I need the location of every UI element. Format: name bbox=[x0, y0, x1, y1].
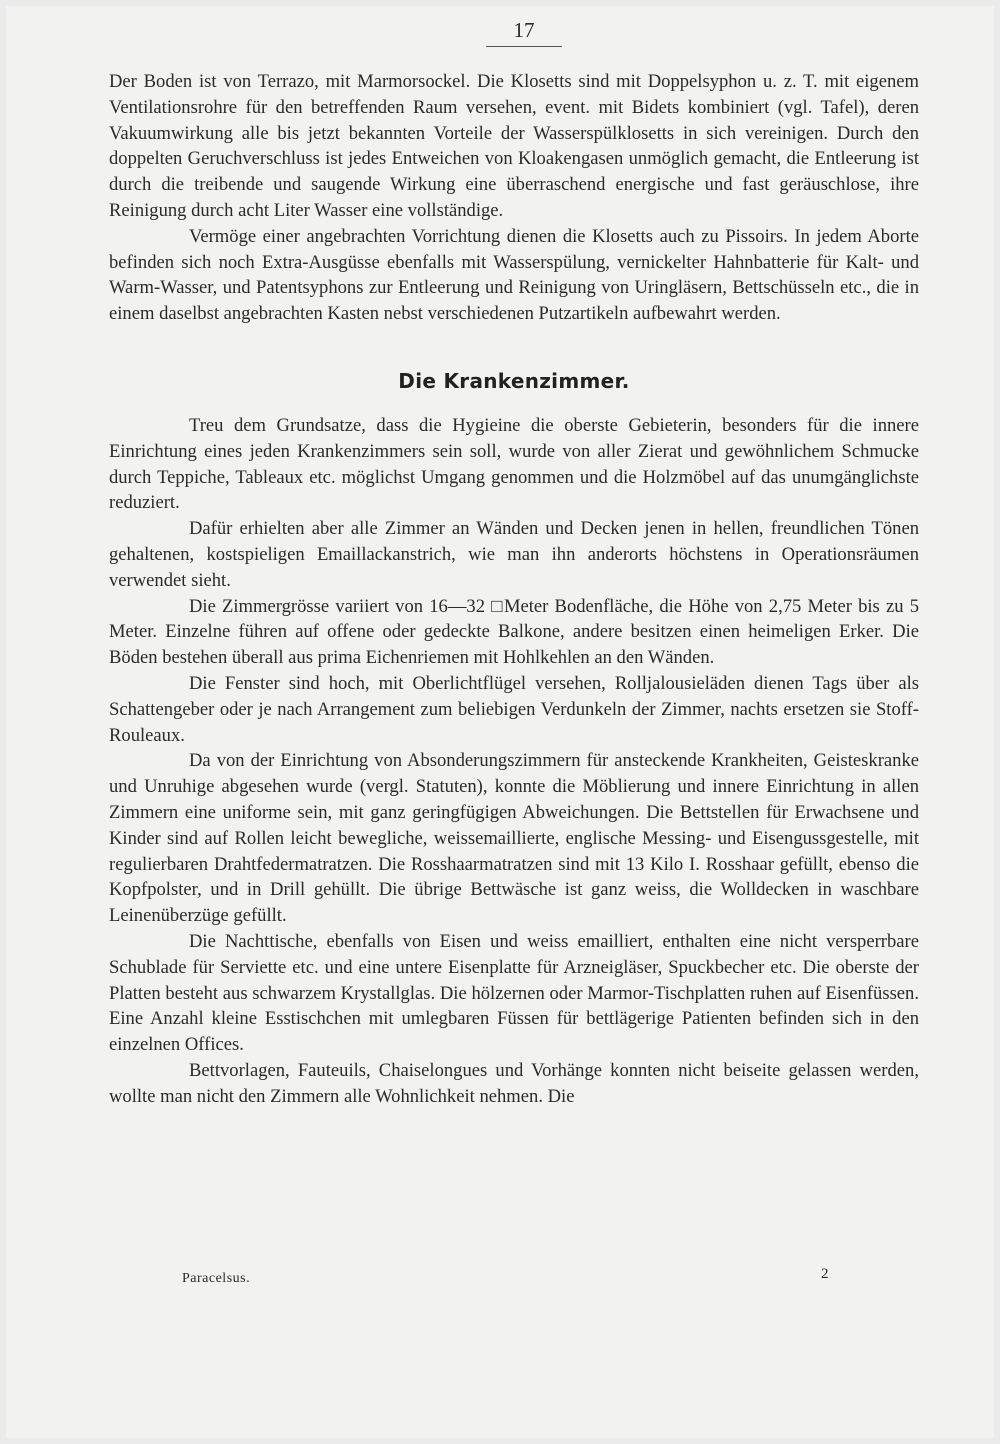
paragraph: Die Zimmergrösse variiert von 16—32 □Meter Bodenfläche, die Höhe von 2,75 Meter bis zu 5 Meter. Einzelne führen auf offene oder gedeckte Balkone, andere besitzen einen heimeligen Erker. Die Böden bestehen überall aus prima Eichenriemen mit Hohlkehlen an den Wänden. bbox=[109, 595, 919, 669]
footer-sheet-number: 2 bbox=[821, 1266, 829, 1282]
body-text bbox=[109, 69, 919, 1109]
page-number: 17 bbox=[486, 16, 562, 47]
paragraph: Dafür erhielten aber alle Zimmer an Wänden und Decken jenen in hellen, freundlichen Tönen gehaltenen, kostspieligen Emaillackanstrich, wie man ihn anderorts höchstens in Operationsräumen verwendet sieht. bbox=[109, 518, 919, 591]
paragraph: Der Boden ist von Terrazo, mit Marmorsockel. Die Klosetts sind mit Doppelsyphon u. z. T. mit eigenem Ventilationsrohre für den betreffenden Raum versehen, event. mit Bidets kombiniert (vgl. Tafel), deren Vakuumwirkung alle bis jetzt bekannten Vorteile der Wasserspülklosetts in sich vereinigen. Durch den doppelten Geruchverschluss ist jedes Entweichen von Kloakengasen unmöglich gemacht, die Entleerung ist durch die treibende und saugende Wirkung eine überraschend energische und fast geräuschlose, ihre Reinigung durch acht Liter Wasser eine vollständige. bbox=[109, 71, 919, 221]
paragraph: Treu dem Grundsatze, dass die Hygieine die oberste Gebieterin, besonders für die innere Einrichtung eines jeden Krankenzimmers sein soll, wurde von aller Zierat und gewöhnlichem Schmucke durch Teppiche, Tableaux etc. möglichst Umgang genommen und die Holzmöbel auf das unumgänglichste reduziert. bbox=[109, 414, 919, 514]
footer-signature: Paracelsus. bbox=[182, 1271, 251, 1286]
paragraph: Vermöge einer angebrachten Vorrichtung dienen die Klosetts auch zu Pissoirs. In jedem Aborte befinden sich noch Extra-Ausgüsse ebenfalls mit Wasserspülung, vernickelter Hahnbatterie für Kalt- und Warm-Wasser, und Patentsyphons zur Entleerung und Reinigung von Uringläsern, Bettschüsseln etc., die in einem daselbst angebrachten Kasten nebst verschiedenen Putzartikeln aufbewahrt werden. bbox=[109, 225, 919, 325]
paragraph: Die Fenster sind hoch, mit Oberlichtflügel versehen, Rolljalousieläden dienen Tags über als Schattengeber oder je nach Arrangement zum beliebigen Verdunkeln der Zimmer, nachts ersetzen sie Stoff-Rouleaux. bbox=[109, 672, 919, 746]
paragraph: Bettvorlagen, Fauteuils, Chaiselongues und Vorhänge konnten nicht beiseite gelassen werden, wollte man nicht den Zimmern alle Wohnlichkeit nehmen. Die bbox=[109, 1059, 919, 1107]
paragraph: Die Nachttische, ebenfalls von Eisen und weiss emailliert, enthalten eine nicht versperrbare Schublade für Serviette etc. und eine untere Eisenplatte für Arzneigläser, Spuckbecher etc. Die oberste der Platten besteht aus schwarzem Krystallglas. Die hölzernen oder Marmor-Tischplatten ruhen auf Eisenfüssen. Eine Anzahl kleine Esstischchen mit umlegbaren Füssen für bettlägerige Patienten befinden sich in den einzelnen Offices. bbox=[109, 930, 919, 1056]
document-page bbox=[6, 6, 994, 1438]
paragraph: Da von der Einrichtung von Absonderungszimmern für ansteckende Krankheiten, Geisteskranke und Unruhige abgesehen wurde (vergl. Statuten), konnte die Möblierung und innere Einrichtung in allen Zimmern eine uniforme sein, mit ganz geringfügigen Abweichungen. Die Bettstellen für Erwachsene und Kinder sind auf Rollen leicht bewegliche, weissemaillierte, englische Messing- und Eisengussgestelle, mit regulierbaren Drahtfedermatratzen. Die Rosshaarmatratzen sind mit 13 Kilo I. Rosshaar gefüllt, ebenso die Kopfpolster, und in Drill gehüllt. Die übrige Bettwäsche ist ganz weiss, die Wolldecken in waschbare Leinenüberzüge gefüllt. bbox=[109, 750, 919, 927]
section-heading: Die Krankenzimmer. bbox=[398, 368, 630, 393]
